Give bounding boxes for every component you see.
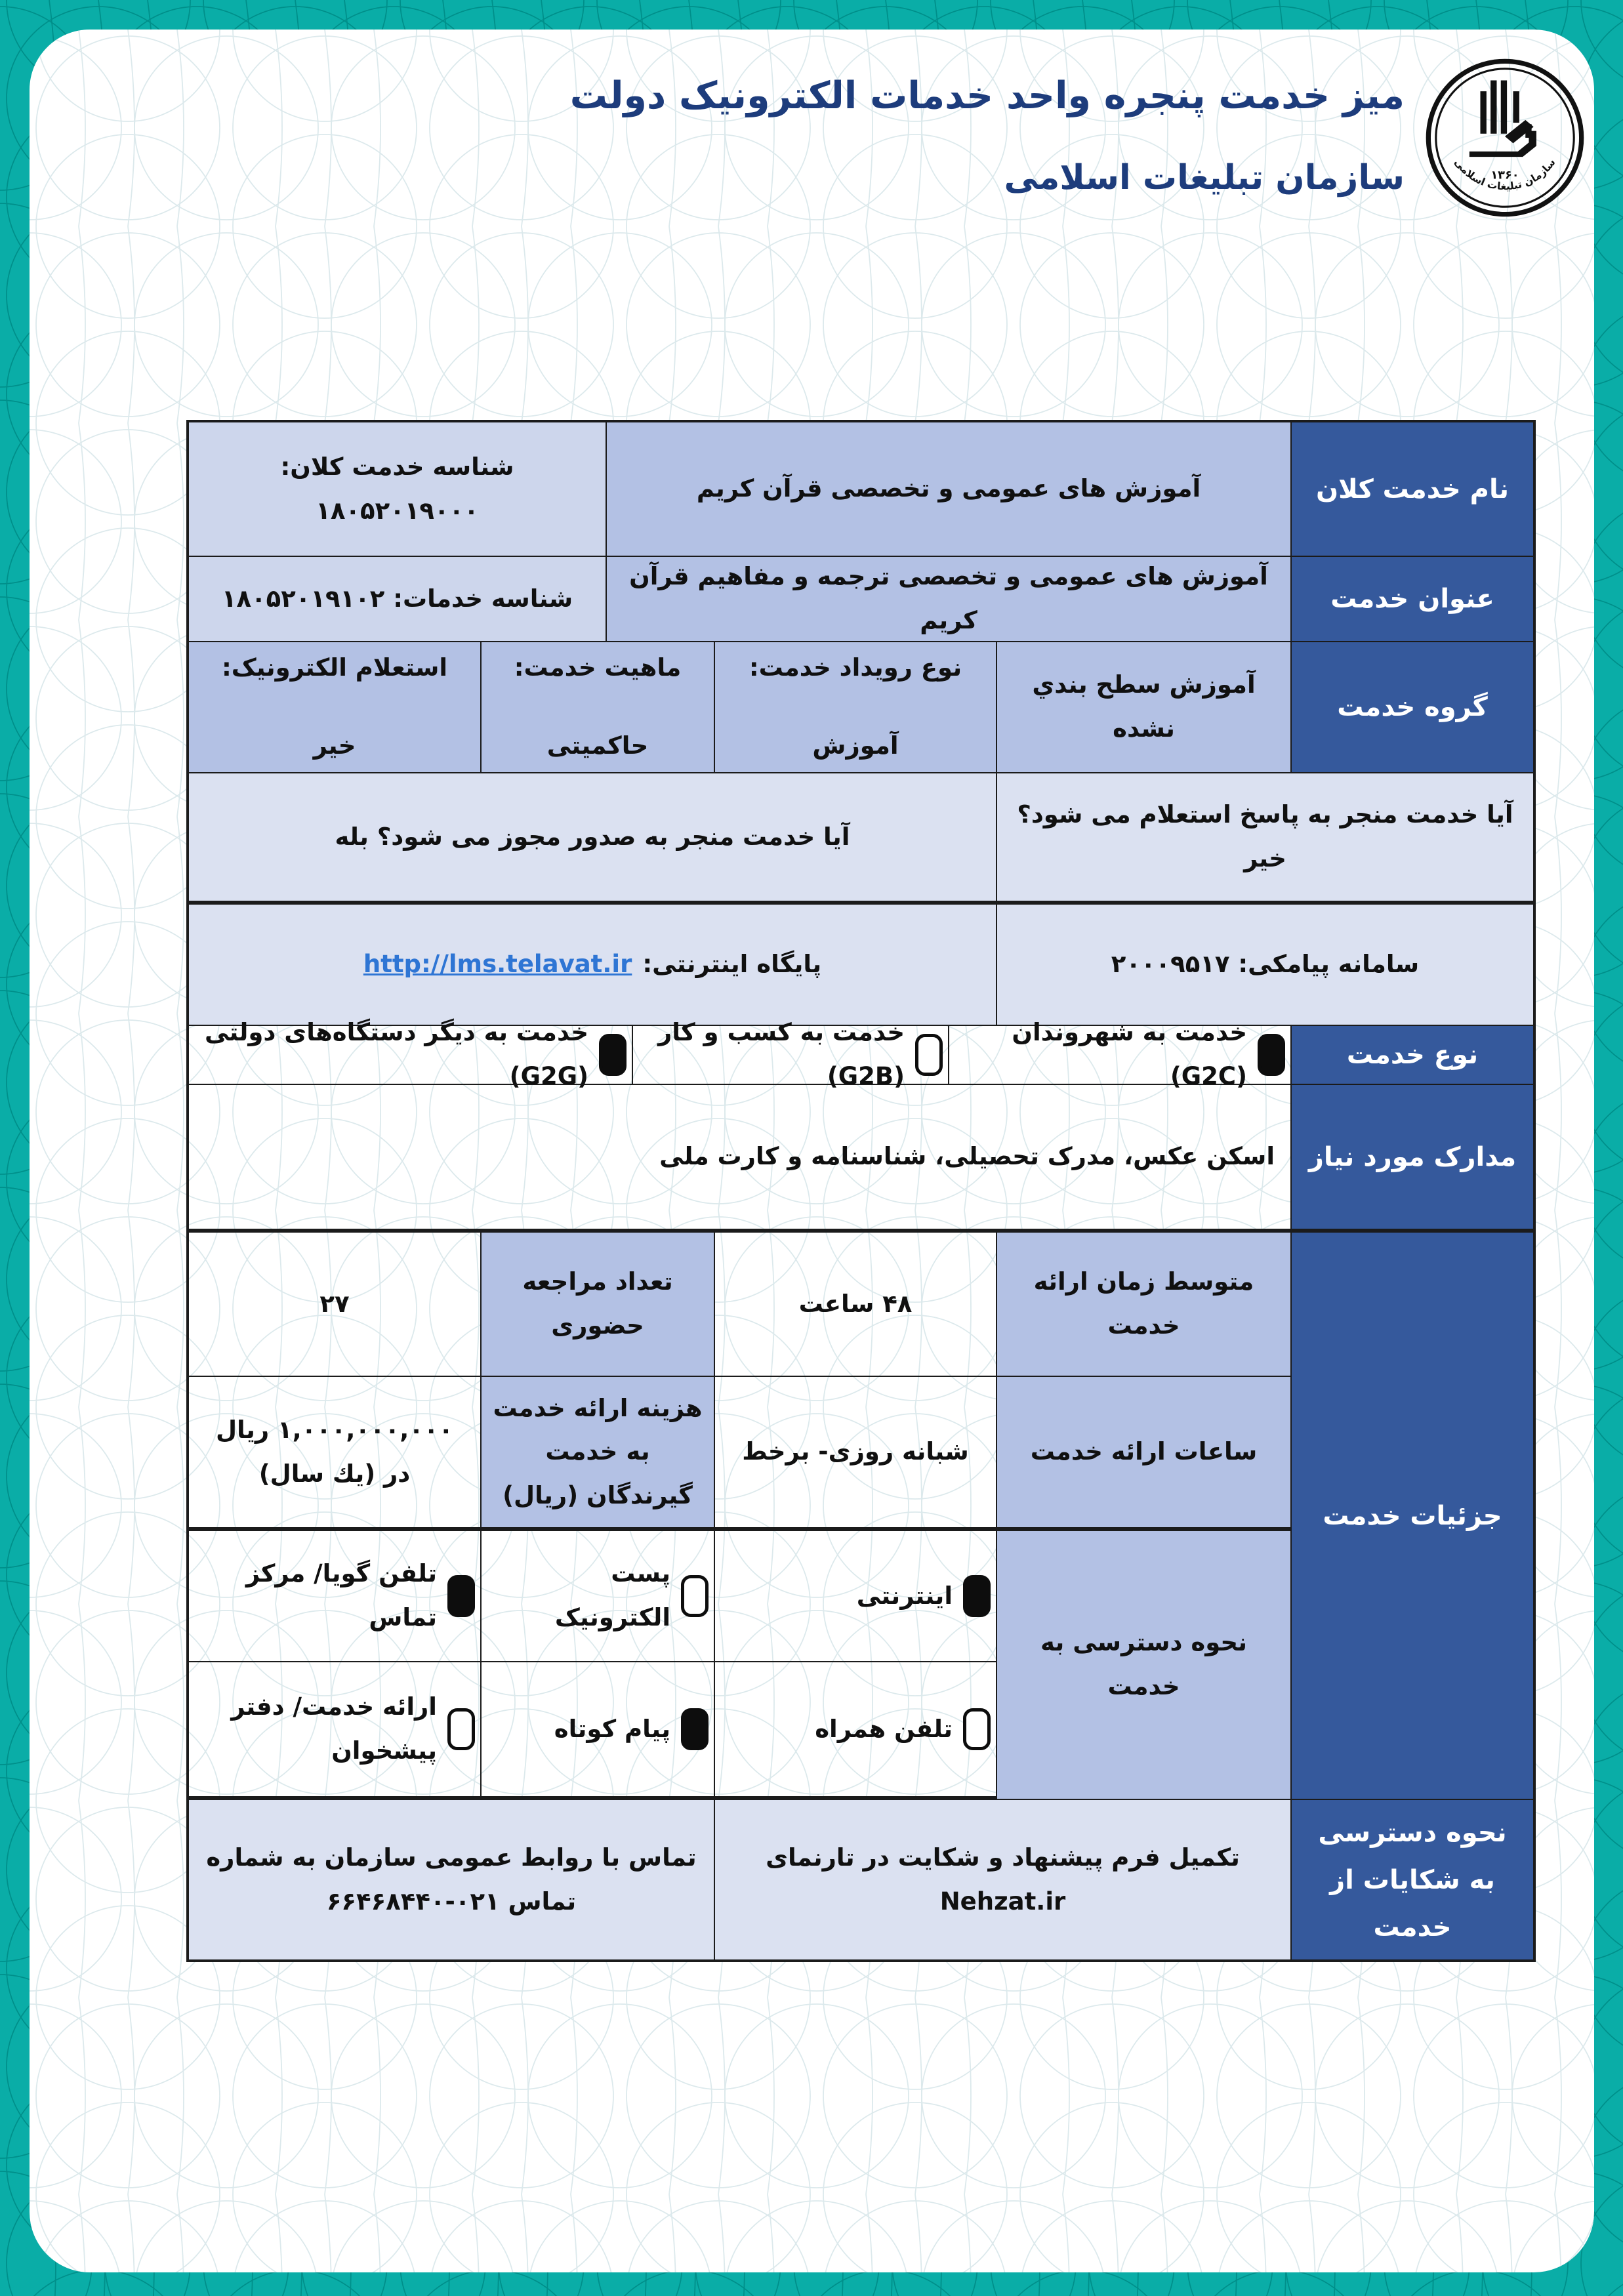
ivr-checkbox[interactable] (447, 1575, 475, 1617)
avg-delivery-time-label: متوسط زمان ارائه خدمت (996, 1232, 1291, 1376)
event-type-label: نوع رویداد خدمت: (749, 653, 962, 682)
complaints-online-value: تکمیل فرم پیشنهاد و شکایت در تارنمای Nehzat.ir (714, 1799, 1291, 1960)
internet-checkbox[interactable] (963, 1575, 991, 1617)
g2g-label: خدمت به دیگر دستگاه‌های دولتی (G2G) (205, 1018, 588, 1090)
g2g-checkbox[interactable] (599, 1034, 627, 1076)
page-title: میز خدمت پنجره واحد خدمات الکترونیک دولت (569, 74, 1405, 117)
service-cost-value: ۱,۰۰۰,۰۰۰,۰۰۰ ریال در (یك سال) (188, 1376, 481, 1530)
counter-checkbox[interactable] (447, 1708, 475, 1750)
electronic-inquiry-label: استعلام الکترونیک: (221, 653, 448, 682)
access-internet-option (714, 1530, 996, 1662)
service-nature-label: ماهیت خدمت: (514, 653, 682, 682)
access-counter-option (188, 1662, 481, 1799)
email-checkbox[interactable] (681, 1575, 709, 1617)
service-type-g2c-option (949, 1018, 1291, 1090)
service-cost-label: هزینه ارائه خدمت به خدمت گیرندگان (ریال) (481, 1376, 714, 1530)
section-header-service-details: جزئیات خدمت (1291, 1232, 1534, 1799)
row-header-macro-service-name: نام خدمت کلان (1291, 422, 1534, 556)
service-type-g2b-option (632, 1018, 949, 1090)
service-type-g2g-option (188, 1018, 632, 1090)
title-block (570, 56, 1405, 197)
email-label: پست الکترونیک (554, 1559, 670, 1631)
logo-org-name: سازمان تبلیغات اسلامی (1452, 156, 1558, 193)
service-hours-label: ساعات ارائه خدمت (996, 1376, 1291, 1530)
license-issuance-question: آیا خدمت منجر به صدور مجوز می شود؟ بله (188, 773, 996, 904)
website-cell (188, 904, 996, 1025)
service-info-table (186, 420, 1536, 1962)
service-group-value: آموزش سطح بندي نشده (996, 642, 1291, 773)
row-header-service-type: نوع خدمت (1291, 1025, 1534, 1084)
service-title-value: آموزش های عمومی و تخصصی ترجمه و مفاهیم قرآن کریم (606, 556, 1291, 642)
access-sms-option (481, 1662, 714, 1799)
macro-service-name-value: آموزش های عمومی و تخصصی قرآن کریم (606, 422, 1291, 556)
row-header-service-title: عنوان خدمت (1291, 556, 1534, 642)
access-ivr-option (188, 1530, 481, 1662)
complaints-phone-value: تماس با روابط عمومی سازمان به شماره تماس ۰۲۱-۶۶۴۶۸۴۴۰ (188, 1799, 714, 1960)
g2b-label: خدمت به کسب و کار (G2B) (657, 1018, 905, 1090)
logo-year: ۱۳۶۰ (1490, 169, 1519, 182)
required-documents-value: اسکن عکس، مدرک تحصیلی، شناسنامه و کارت ملی (188, 1084, 1291, 1232)
sms-label: پیام کوتاه (554, 1714, 670, 1743)
page-header (570, 56, 1587, 220)
electronic-inquiry-cell (188, 642, 481, 773)
mobile-checkbox[interactable] (963, 1708, 991, 1750)
row-header-service-group: گروه خدمت (1291, 642, 1534, 773)
kufic-calligraphy-mark (1469, 81, 1536, 157)
website-label: پایگاه اینترنتی: (642, 950, 822, 979)
service-nature-cell (481, 642, 714, 773)
access-mobile-option (714, 1662, 996, 1799)
g2b-checkbox[interactable] (915, 1034, 943, 1076)
event-type-value: آموزش (812, 731, 899, 760)
service-hours-value: شبانه روزی- برخط (714, 1376, 996, 1530)
service-id: شناسه خدمات: ۱۸۰۵۲۰۱۹۱۰۲ (188, 556, 606, 642)
macro-service-id: شناسه خدمت کلان: ۱۸۰۵۲۰۱۹۰۰۰ (188, 422, 606, 556)
page-subtitle: سازمان تبلیغات اسلامی (1004, 158, 1405, 197)
counter-label: ارائه خدمت/ دفتر پیشخوان (231, 1692, 437, 1765)
access-email-option (481, 1530, 714, 1662)
g2c-label: خدمت به شهروندان (G2C) (1012, 1018, 1247, 1090)
event-type-cell (714, 642, 996, 773)
visit-count-label: تعداد مراجعه حضوری (481, 1232, 714, 1376)
access-method-label: نحوه دسترسی به خدمت (996, 1530, 1291, 1799)
website-link[interactable]: http://lms.telavat.ir (363, 950, 632, 979)
organization-logo-icon (1423, 56, 1587, 220)
sms-system-cell: سامانه پیامکی: ۲۰۰۰۹۵۱۷ (996, 904, 1534, 1025)
avg-delivery-time-value: ۴۸ ساعت (714, 1232, 996, 1376)
visit-count-value: ۲۷ (188, 1232, 481, 1376)
row-header-complaints-access: نحوه دسترسی به شکایات از خدمت (1291, 1799, 1534, 1960)
g2c-checkbox[interactable] (1258, 1034, 1285, 1076)
ivr-label: تلفن گویا/ مرکز تماس (245, 1559, 437, 1631)
row-header-required-documents: مدارک مورد نیاز (1291, 1084, 1534, 1232)
service-nature-value: حاکمیتی (546, 731, 649, 760)
electronic-inquiry-value: خیر (313, 731, 356, 760)
sms-checkbox[interactable] (681, 1708, 709, 1750)
inquiry-response-question: آیا خدمت منجر به پاسخ استعلام می شود؟ خیر (996, 773, 1534, 904)
mobile-label: تلفن همراه (815, 1714, 953, 1743)
internet-label: اینترنتی (856, 1581, 953, 1610)
